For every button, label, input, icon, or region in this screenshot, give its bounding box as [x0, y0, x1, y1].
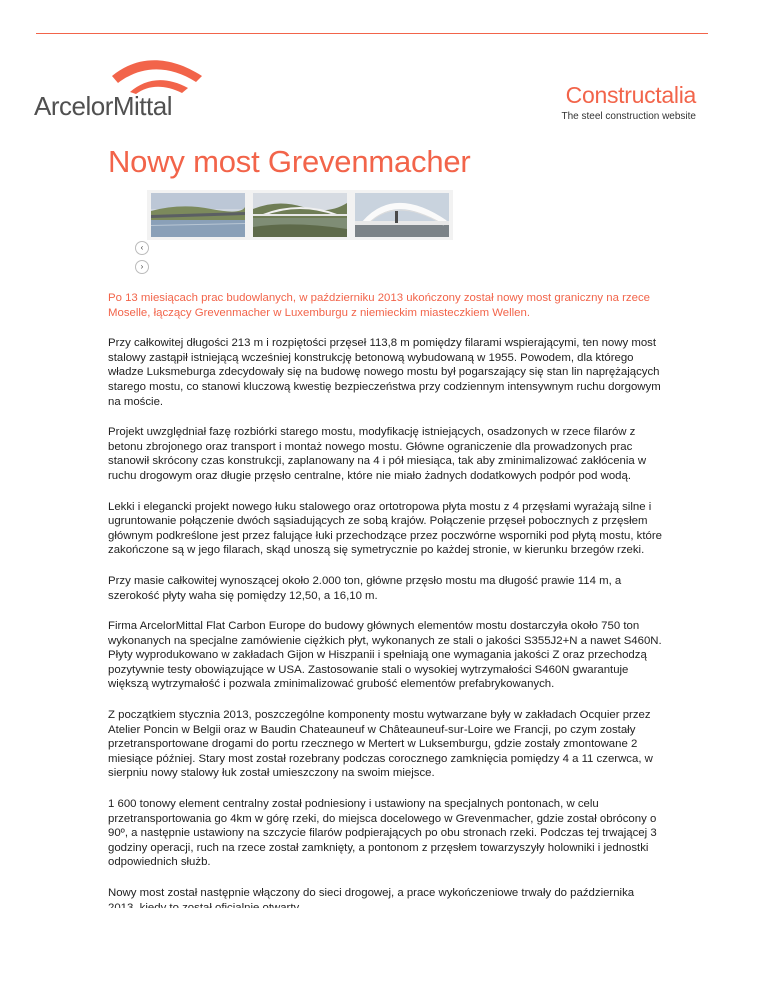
image-gallery: [147, 190, 453, 240]
constructalia-logo[interactable]: [512, 60, 708, 146]
article-paragraph: Firma ArcelorMittal Flat Carbon Europe do budowy głównych elementów mostu dostarczyła około 750 ton wykonanych na specjalne zamówienie ciężkich płyt, wykonanych ze stali o jakości S355J2+N a nawet S460N. Płyty wyprodukowano w zakładach Gijon w Hiszpanii i spełniają one wymagania jakości Z oraz przechodzą pozytywnie testy obowiązujące w USA. Zastosowanie stali o wysokiej wytrzymałości S460N gwarantuje większą wytrzymałość i pozwala zminimalizować grubość elementów prefabrykowanych.: [108, 620, 662, 691]
gallery-thumbnail-arch[interactable]: [355, 193, 449, 237]
constructalia-wordmark: Constructalia: [565, 82, 696, 108]
gallery-thumbnail-river[interactable]: [151, 193, 245, 237]
bridge-panorama-icon: [253, 193, 347, 237]
arcelormittal-logo[interactable]: [34, 52, 234, 132]
article-body: [108, 291, 664, 962]
gallery-prev-button[interactable]: ‹: [135, 241, 149, 255]
constructalia-tagline: The steel construction website: [561, 111, 696, 122]
article-paragraph: Przy masie całkowitej wynoszącej około 2.000 ton, główne przęsło mostu ma długość prawie 114 m, a szerokość płyty waha się pomiędzy 12,50, a 16,10 m.: [108, 574, 622, 602]
bridge-photo-icon: [151, 193, 245, 237]
article-paragraph: Nowy most został następnie włączony do sieci drogowej, a prace wykończeniowe trwały do października: [108, 887, 635, 899]
article-paragraph: 1 600 tonowy element centralny został podniesiony i ustawiony na specjalnych pontonach, w celu przetransportowania go 4km w górę rzeki, do miejsca docelowego w Grevenmacher, gdzie został obrócony o 90º, a następnie ustawiony na szczycie filarów podpierających po obu stronach rzeki. Podczas tej trwającej 3 godziny operacji, ruch na rzece został zamknięty, a pontonom z przęsłem towarzyszyły holowniki i jednostki odpowiednich służb.: [108, 798, 657, 869]
article-lead-paragraph: Po 13 miesiącach prac budowlanych, w październiku 2013 ukończony został nowy most graniczny na rzece Moselle, łączący Grevenmacher w Luxemburgu z niemieckim miasteczkiem Wellen.: [108, 292, 650, 319]
page-title: Nowy most Grevenmacher: [108, 144, 471, 179]
gallery-thumbnail-panorama[interactable]: [253, 193, 347, 237]
gallery-next-button[interactable]: ›: [135, 260, 149, 274]
arcelormittal-wordmark: ArcelorMittal: [34, 91, 172, 121]
page-cutoff: [0, 908, 768, 994]
article-paragraph: Z początkiem stycznia 2013, poszczególne komponenty mostu wytwarzane były w zakładach Ocquier przez Atelier Poncin w Belgii oraz w Baudin Chateauneuf w Châteauneuf-sur-Loire we Francji, po czym zostały przetransportowane drogami do portu rzecznego w Mertert w Luksemburgu, gdzie zostały zmontowane 2 miesiące później. Stary most został rozebrany podczas corocznego zamknięcia pomiędzy 4 a 11 czerwca, w sierpniu nowy stalowy łuk został umieszczony na swoim miejsce.: [108, 709, 653, 780]
arcelormittal-swoosh-icon: [106, 52, 216, 94]
article-paragraph: Lekki i elegancki projekt nowego łuku stalowego oraz ortotropowa płyta mostu z 4 przęsłami wyrażają silne i ugruntowanie połączenie dwóch sąsiadujących ze sobą krajów. Połączenie przęseł pobocznych z przęsłem głównym podkreślone jest przez falujące łuki przechodzące przez poczwórne wsporniki pod płytą mostu, które zakończone są w jego filarach, skąd unoszą się symetrycznie po każdej stronie, w kierunku brzegów rzeki.: [108, 500, 662, 557]
article-paragraph: Przy całkowitej długości 213 m i rozpiętości przęseł 113,8 m pomiędzy filarami wspierającymi, ten nowy most stalowy zastąpił istniejącą wcześniej konstrukcję betonową wybudowaną w 1955. Powodem, dla którego władze Luksmeburga zdecydowały się na budowę nowego mostu był pogarszający się stan lin naprężających starego mostu, co stanowi kluczową kwestię bezpieczeństwa przy codziennym intensywnym ruchu dorgowym na moście.: [108, 337, 661, 408]
bridge-arch-icon: [355, 193, 449, 237]
article-paragraph: Projekt uwzględniał fazę rozbiórki starego mostu, modyfikację istniejących, osadzonych w rzece filarów z betonu zbrojonego oraz transport i montaż nowego mostu. Główne ograniczenie dla prowadzonych prac stanowił skrócony czas konstrukcji, zaplanowany na 4 i pół miesiąca, tak aby zminimalizować zakłócenia w ruchu drogowym oraz długie przęsło centralne, które nie miało żadnych dodatkowych podpór pod wodą.: [108, 426, 647, 482]
header-rule: [36, 33, 708, 34]
